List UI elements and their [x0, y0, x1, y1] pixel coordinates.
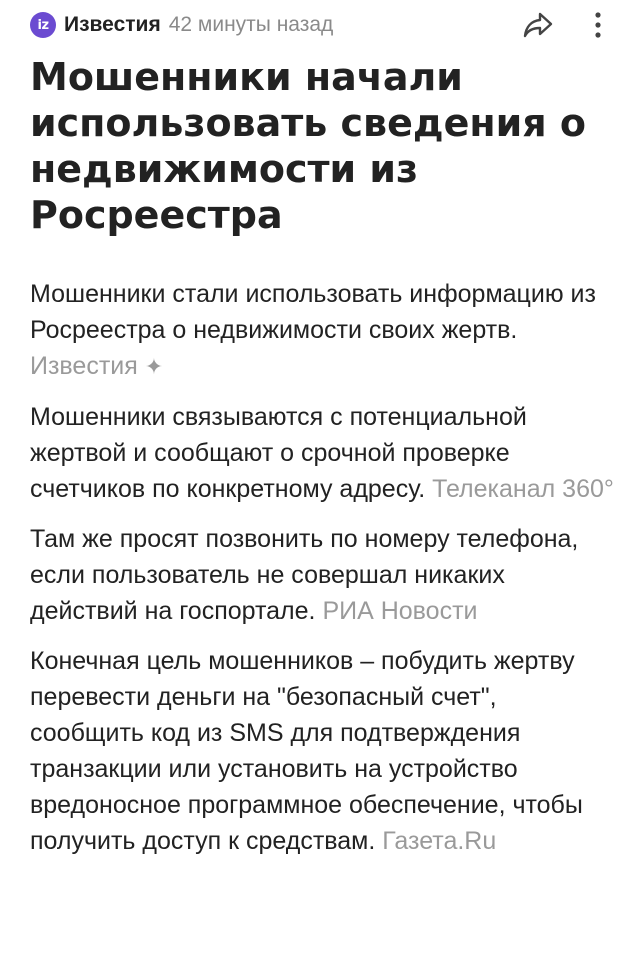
summary-list [30, 276, 615, 873]
summary-text: Мошенники связываются с потенциальной жертвой и сообщают о срочной проверке счетчиков по конкретному адресу. [30, 403, 527, 503]
item-source-link[interactable]: Телеканал 360° [432, 475, 614, 503]
summary-text: Конечная цель мошенников – побудить жертву перевести деньги на "безопасный счет", сообщить код из SMS для подтверждения транзакции или установить на устройство вредоносное программное обеспечение, чтобы получить доступ к средствам. [30, 647, 583, 855]
item-source-link[interactable]: РИА Новости [322, 597, 478, 625]
article-title: Мошенники начали использовать сведения о недвижимости из Росреестра [30, 55, 586, 237]
sparkle-icon: ✦ [144, 354, 164, 379]
article-header [30, 8, 610, 42]
summary-item [30, 521, 615, 629]
more-options-button[interactable] [586, 8, 610, 42]
summary-item [30, 643, 615, 859]
more-vertical-icon [594, 11, 602, 39]
summary-item [30, 276, 615, 385]
summary-item [30, 399, 615, 507]
izvestia-logo[interactable]: iz [30, 12, 56, 38]
publish-time: 42 минуты назад [168, 13, 334, 36]
item-source-link[interactable]: Известия [30, 352, 138, 380]
share-icon [522, 11, 554, 39]
summary-text: Там же просят позвонить по номеру телефона, если пользователь не совершал никаких действий на госпортале. [30, 525, 579, 625]
share-button[interactable] [520, 8, 556, 42]
item-source-link[interactable]: Газета.Ru [382, 827, 497, 855]
source-name[interactable]: Известия [64, 13, 161, 36]
summary-text: Мошенники стали использовать информацию из Росреестра о недвижимости своих жертв. [30, 280, 596, 344]
